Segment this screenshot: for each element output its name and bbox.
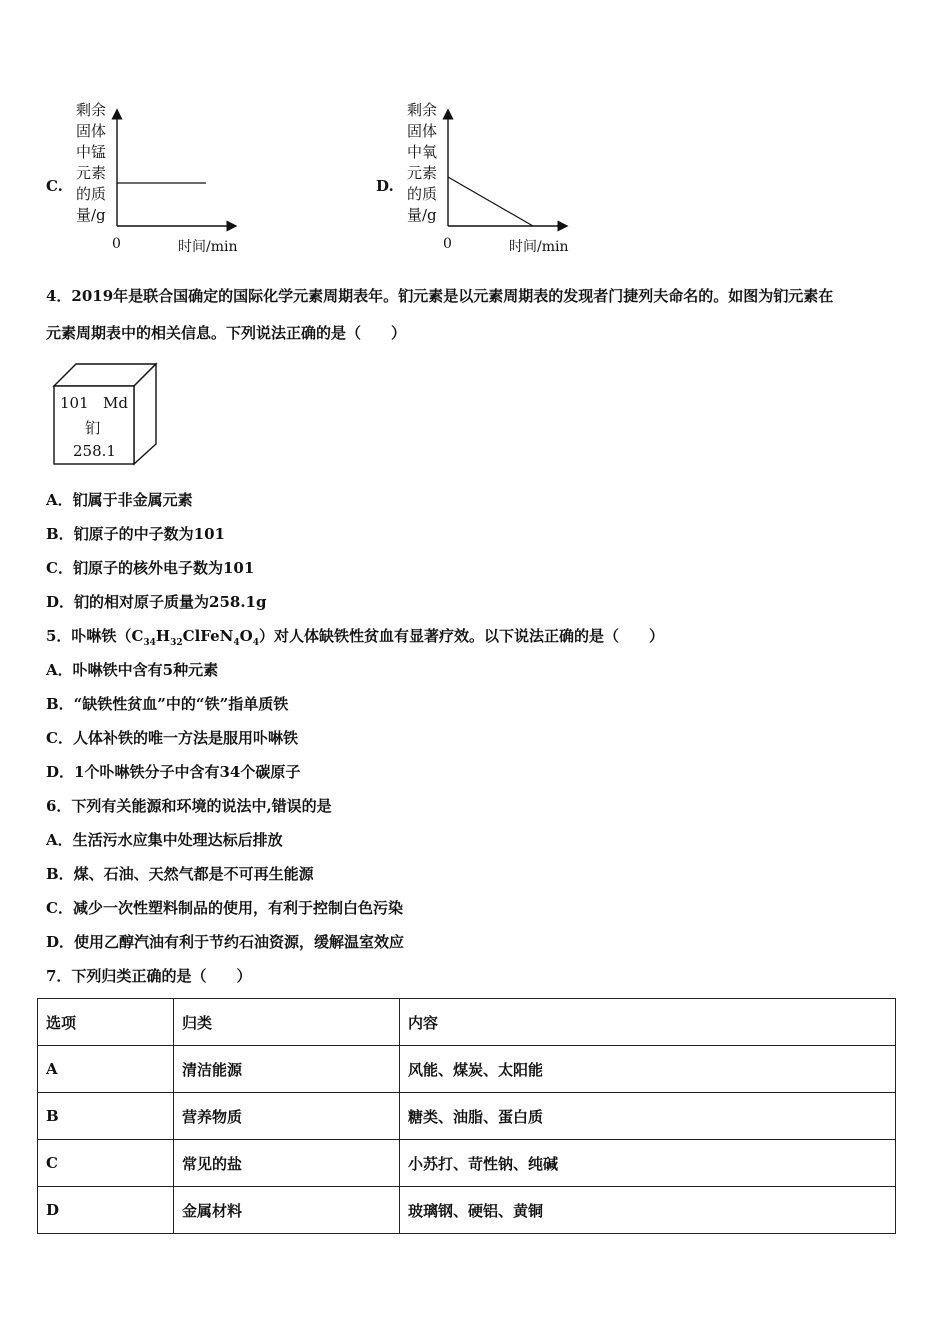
q6-option-c: C．减少一次性塑料制品的使用，有利于控制白色污染 xyxy=(46,899,403,917)
q5-stem xyxy=(46,626,664,653)
ylabel-line: 剩余 xyxy=(76,101,107,119)
data-line xyxy=(448,177,533,226)
table-cell: 风能、煤炭、太阳能 xyxy=(400,1046,896,1093)
ylabel-line: 剩余 xyxy=(407,101,438,119)
q4-option-a: A．钔属于非金属元素 xyxy=(46,491,193,509)
ylabel-line: 元素 xyxy=(407,164,438,182)
table-row xyxy=(38,1187,896,1234)
ylabel-line: 的质 xyxy=(76,185,107,203)
element-mass: 258.1 xyxy=(73,442,116,460)
table-header-row xyxy=(38,999,896,1046)
q7-stem: 7．下列归类正确的是（ ） xyxy=(46,967,252,985)
q4-option-b: B．钔原子的中子数为101 xyxy=(46,525,225,543)
q5-option-d: D．1个卟啉铁分子中含有34个碳原子 xyxy=(46,763,301,781)
table-cell: D xyxy=(38,1187,174,1234)
header-content: 内容 xyxy=(400,999,896,1046)
element-number: 101 xyxy=(60,394,89,412)
graph-c-xlabel: 时间/min xyxy=(178,239,238,255)
ylabel-line: 中氧 xyxy=(407,143,438,161)
graph-d-letter: D. xyxy=(376,177,394,195)
q5-option-c: C．人体补铁的唯一方法是服用卟啉铁 xyxy=(46,729,298,747)
sub-h: 32 xyxy=(170,638,183,648)
ylabel-line: 元素 xyxy=(76,164,107,182)
sub-o: 4 xyxy=(252,638,259,648)
q4-stem-line1: 4．2019年是联合国确定的国际化学元素周期表年。钔元素是以元素周期表的发现者门捷列夫命名的。如图为钔元素在 xyxy=(46,287,834,305)
table-cell: B xyxy=(38,1093,174,1140)
q7-table xyxy=(37,998,896,1234)
element-symbol: Md xyxy=(103,394,128,412)
q4-option-c: C．钔原子的核外电子数为101 xyxy=(46,559,255,577)
h-symbol: H xyxy=(155,627,171,645)
graph-d-plot xyxy=(441,108,571,233)
table-row xyxy=(38,1093,896,1140)
q6-option-d: D．使用乙醇汽油有利于节约石油资源，缓解温室效应 xyxy=(46,933,405,951)
q4-stem-line2: 元素周期表中的相关信息。下列说法正确的是（ ） xyxy=(46,324,407,342)
ylabel-line: 固体 xyxy=(407,122,438,140)
q5-prefix: 5．卟啉铁（C xyxy=(46,627,144,645)
graph-d-origin: 0 xyxy=(443,236,452,252)
q5-option-a: A．卟啉铁中含有5种元素 xyxy=(46,661,219,679)
graph-c-plot xyxy=(110,108,240,233)
ylabel-line: 中锰 xyxy=(76,143,107,161)
table-cell: 玻璃钢、硬铝、黄铜 xyxy=(400,1187,896,1234)
table-row xyxy=(38,1140,896,1187)
graph-c-origin: 0 xyxy=(112,236,121,252)
sub-n: 4 xyxy=(233,638,240,648)
q6-option-b: B．煤、石油、天然气都是不可再生能源 xyxy=(46,865,314,883)
table-cell: 金属材料 xyxy=(174,1187,400,1234)
table-row xyxy=(38,1046,896,1093)
table-cell: C xyxy=(38,1140,174,1187)
ylabel-line: 量/g xyxy=(407,206,437,224)
sub-c: 34 xyxy=(143,638,156,648)
ylabel-line: 的质 xyxy=(407,185,438,203)
q4-option-d: D．钔的相对原子质量为258.1g xyxy=(46,593,267,611)
ylabel-line: 固体 xyxy=(76,122,107,140)
table-cell: 营养物质 xyxy=(174,1093,400,1140)
element-name: 钔 xyxy=(85,419,101,437)
q6-stem: 6．下列有关能源和环境的说法中,错误的是 xyxy=(46,797,332,815)
cl-fe-n-symbols: ClFeN xyxy=(182,627,234,645)
header-category: 归类 xyxy=(174,999,400,1046)
header-option: 选项 xyxy=(38,999,174,1046)
q5-option-b: B．“缺铁性贫血”中的“铁”指单质铁 xyxy=(46,695,289,713)
table-cell: 常见的盐 xyxy=(174,1140,400,1187)
table-cell: 清洁能源 xyxy=(174,1046,400,1093)
q5-suffix: ）对人体缺铁性贫血有显著疗效。以下说法正确的是（ ） xyxy=(258,627,664,645)
ylabel-line: 量/g xyxy=(76,206,106,224)
table-cell: 小苏打、苛性钠、纯碱 xyxy=(400,1140,896,1187)
q6-option-a: A．生活污水应集中处理达标后排放 xyxy=(46,831,283,849)
table-cell: 糖类、油脂、蛋白质 xyxy=(400,1093,896,1140)
graph-d-xlabel: 时间/min xyxy=(509,239,569,255)
o-symbol: O xyxy=(239,627,253,645)
table-cell: A xyxy=(38,1046,174,1093)
graph-c-letter: C. xyxy=(46,177,63,195)
